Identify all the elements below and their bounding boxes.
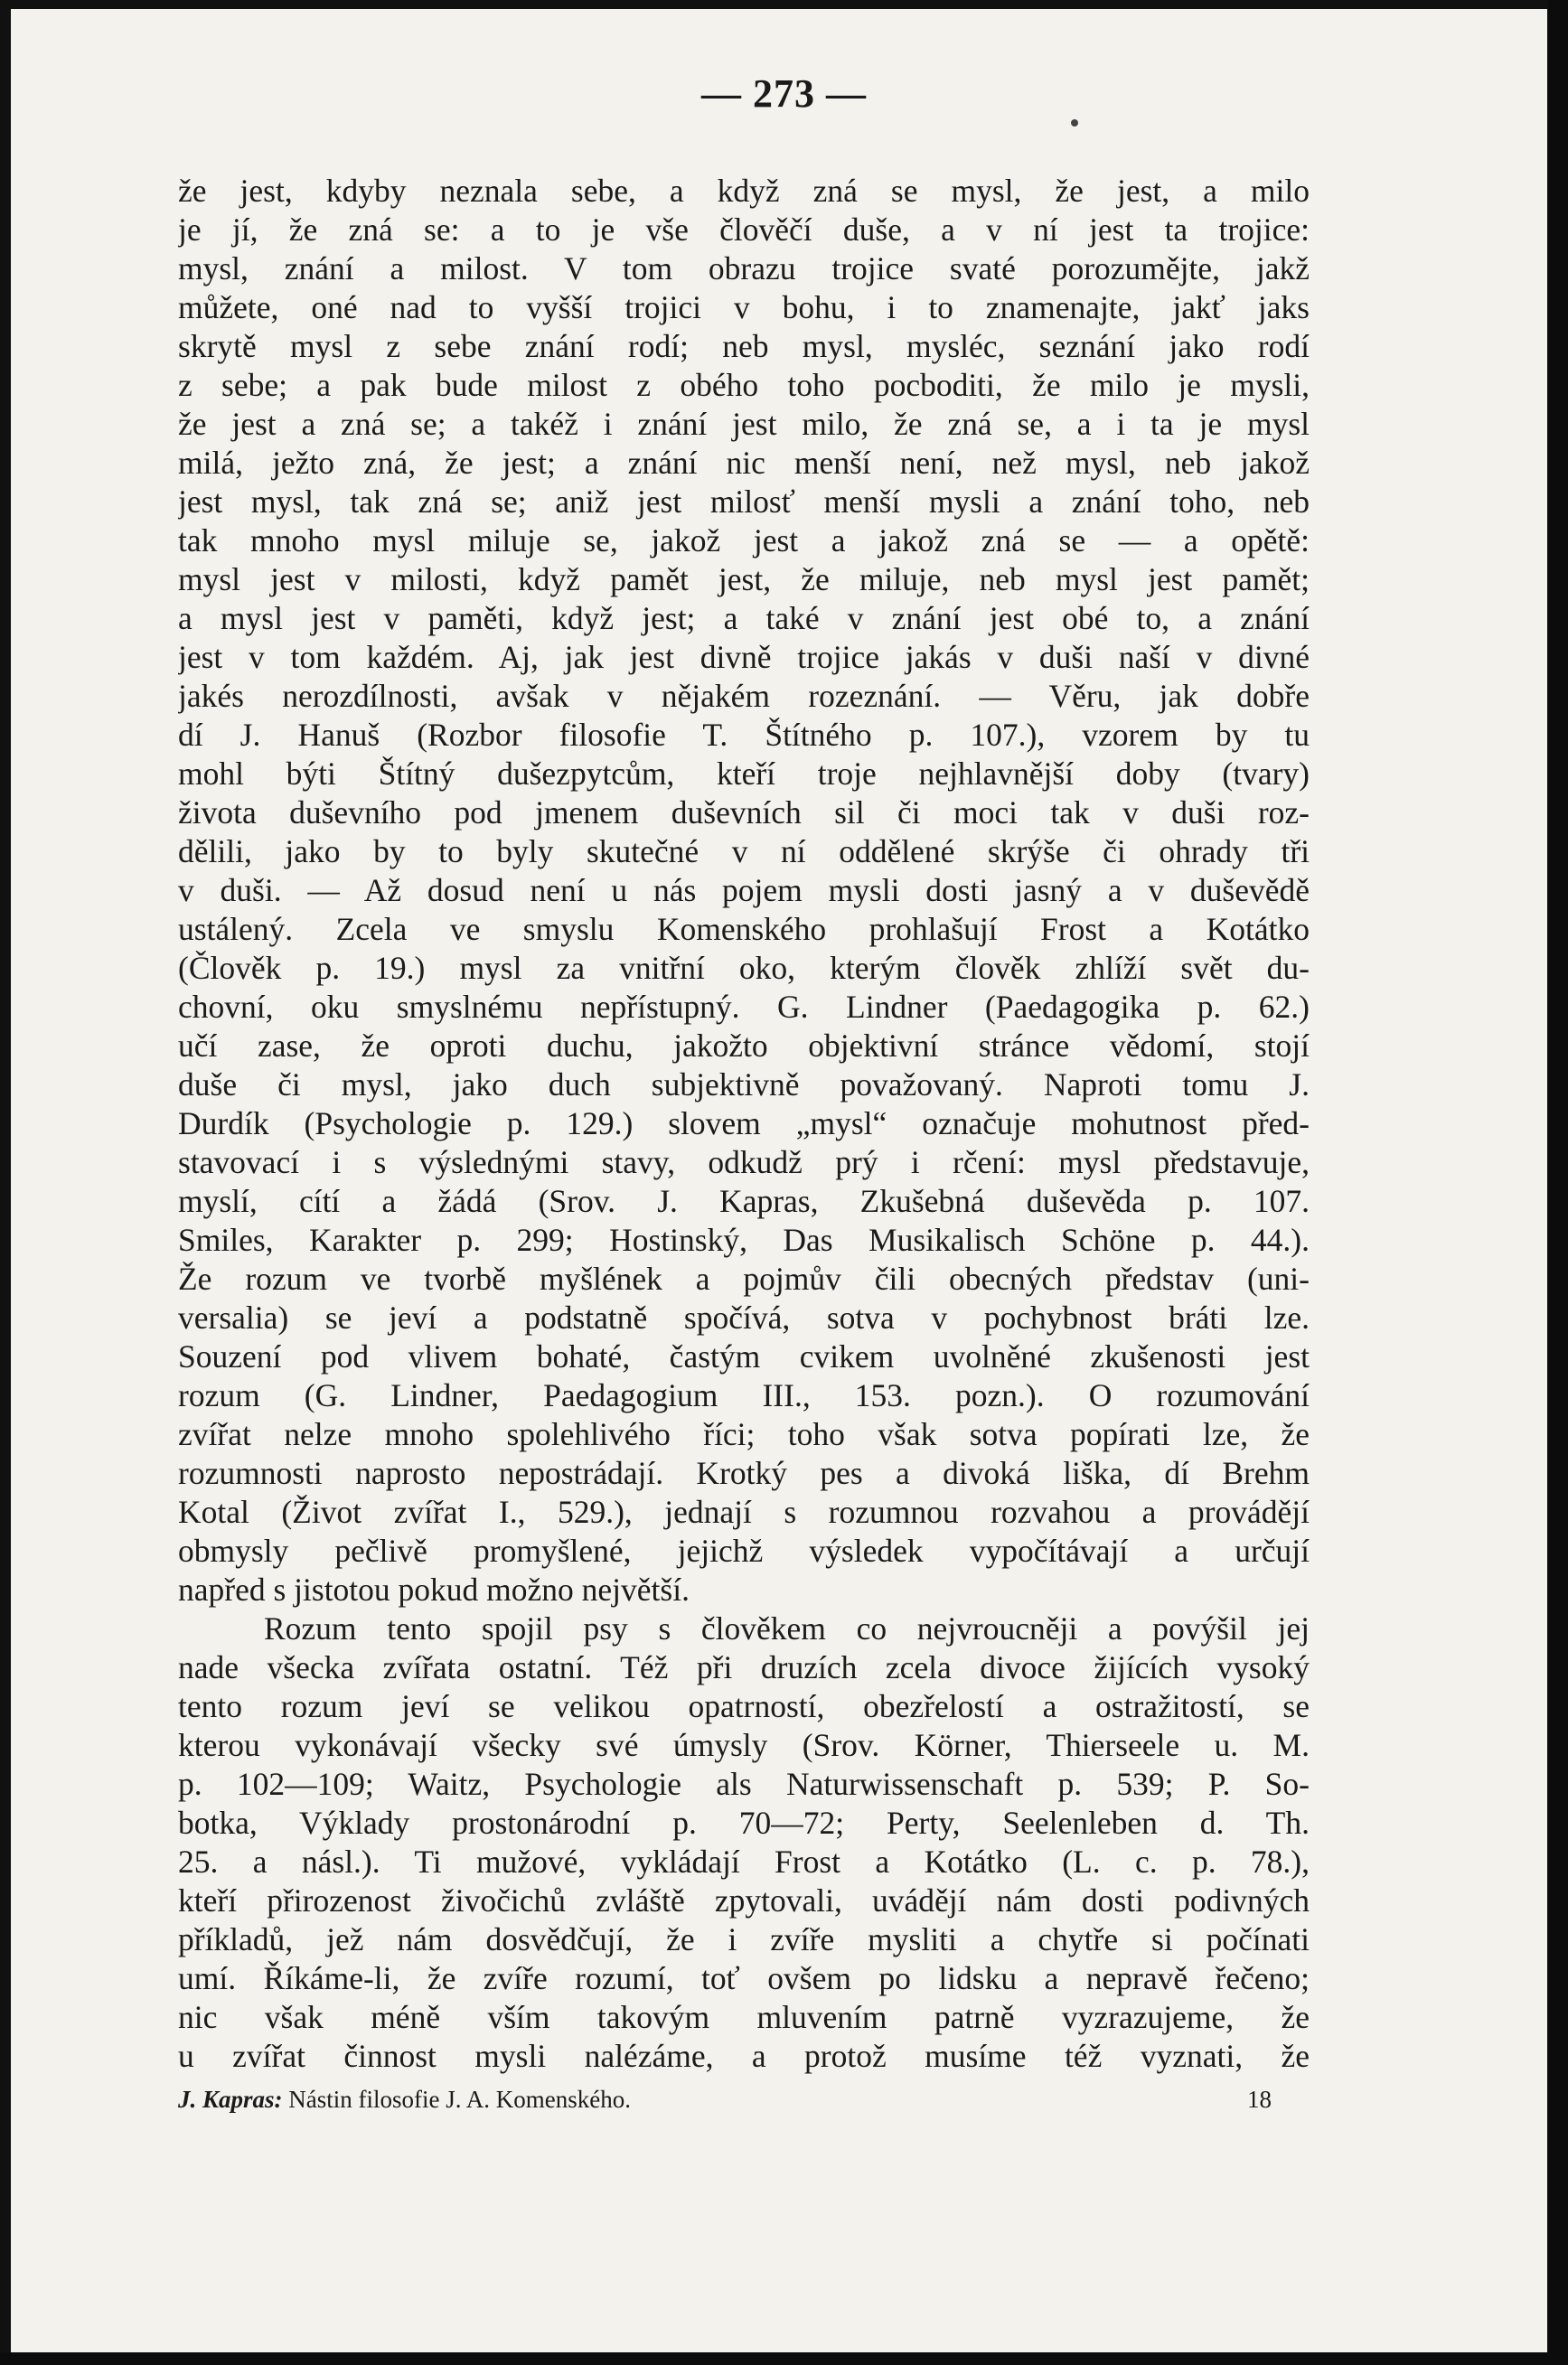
text-line: mysl jest v milosti, když pamět jest, že miluje, neb mysl jest pamět; [178, 561, 1310, 597]
text-line: Souzení pod vlivem bohaté, častým cvikem uvolněné zkušenosti jest [178, 1338, 1310, 1375]
text-line: p. 102—109; Waitz, Psychologie als Naturwissenschaft p. 539; P. So- [178, 1766, 1310, 1802]
text-line: napřed s jistotou pokud možno největší. [178, 1572, 690, 1608]
text-line: skrytě mysl z sebe znání rodí; neb mysl, mysléc, seznání jako rodí [178, 328, 1310, 364]
footer-author: J. Kapras: [178, 2086, 283, 2113]
page-number: — 273 — [701, 71, 867, 116]
text-line: Rozum tento spojil psy s člověkem co nejvroucněji a povýšil jej [264, 1610, 1310, 1647]
text-line: jakés nerozdílnosti, avšak v nějakém rozeznání. — Věru, jak dobře [178, 678, 1310, 714]
scan-border-right [1548, 0, 1568, 2365]
text-line: můžete, oné nad to vyšší trojici v bohu, i to znamenajte, jakť jaks [178, 289, 1310, 325]
text-line: dělili, jako by to byly skutečné v ní oddělené skrýše či ohrady tři [178, 833, 1310, 869]
text-line: dí J. Hanuš (Rozbor filosofie T. Štítného p. 107.), vzorem by tu [178, 717, 1310, 753]
text-line: jest mysl, tak zná se; aniž jest milosť menší mysli a znání toho, neb [178, 483, 1310, 520]
text-line: Že rozum ve tvorbě myšlének a pojmův čili obecných představ (uni- [178, 1261, 1310, 1297]
text-line: v duši. — Až dosud není u nás pojem mysli dosti jasný a v duševědě [178, 872, 1310, 908]
text-line: obmysly pečlivě promyšlené, jejichž výsledek vypočítávají a určují [178, 1533, 1310, 1569]
page-footer [178, 2086, 1272, 2114]
text-line: tento rozum jeví se velikou opatrností, obezřelostí a ostražitostí, se [178, 1688, 1310, 1724]
text-line: Smiles, Karakter p. 299; Hostinský, Das Musikalisch Schöne p. 44.). [178, 1222, 1310, 1258]
text-line: botka, Výklady prostonárodní p. 70—72; Perty, Seelenleben d. Th. [178, 1805, 1310, 1841]
text-line: příkladů, jež nám dosvědčují, že i zvíře mysliti a chytře si počínati [178, 1921, 1310, 1957]
text-line: mysl, znání a milost. V tom obrazu trojice svaté porozumějte, jakž [178, 250, 1310, 286]
text-line: nade všecka zvířata ostatní. Též při druzích zcela divoce žijících vysoký [178, 1649, 1310, 1685]
text-line: z sebe; a pak bude milost z obého toho pocboditi, že milo je mysli, [178, 367, 1310, 403]
text-line: učí zase, že oproti duchu, jakožto objektivní stránce vědomí, stojí [178, 1028, 1310, 1064]
text-line: života duševního pod jmenem duševních sil či moci tak v duši roz- [178, 794, 1310, 831]
text-line: milá, ježto zná, že jest; a znání nic menší není, než mysl, neb jakož [178, 445, 1310, 481]
text-line: 25. a násl.). Ti mužové, vykládají Frost a Kotátko (L. c. p. 78.), [178, 1844, 1310, 1880]
text-line: mohl býti Štítný dušezpytcům, kteří troje nejhlavnější doby (tvary) [178, 755, 1310, 792]
print-speck [1071, 119, 1078, 127]
text-line: že jest a zná se; a takéž i znání jest milo, že zná se, a i ta je mysl [178, 406, 1310, 442]
text-line: jest v tom každém. Aj, jak jest divně trojice jakás v duši naší v divné [178, 639, 1310, 675]
text-line: tak mnoho mysl miluje se, jakož jest a jakož zná se — a opětě: [178, 522, 1310, 558]
text-line: Durdík (Psychologie p. 129.) slovem „mysl“ označuje mohutnost před- [178, 1105, 1310, 1141]
text-line: (Člověk p. 19.) mysl za vnitřní oko, kterým člověk zhlíží svět du- [178, 950, 1310, 986]
scan-border-bottom [0, 2352, 1568, 2365]
text-line: kteří přirozenost živočichů zvláště zpytovali, uvádějí nám dosti podivných [178, 1882, 1310, 1919]
text-line: versalia) se jeví a podstatně spočívá, sotva v pochybnost bráti lze. [178, 1300, 1310, 1336]
text-line: ustálený. Zcela ve smyslu Komenského prohlašují Frost a Kotátko [178, 911, 1310, 947]
text-line: stavovací i s výslednými stavy, odkudž prý i rčení: mysl představuje, [178, 1144, 1310, 1180]
text-line: myslí, cítí a žádá (Srov. J. Kapras, Zkušebná duševěda p. 107. [178, 1183, 1310, 1219]
text-line: duše či mysl, jako duch subjektivně považovaný. Naproti tomu J. [178, 1066, 1310, 1103]
text-line: zvířat nelze mnoho spolehlivého říci; toho však sotva popírati lze, že [178, 1416, 1310, 1452]
text-line: Kotal (Život zvířat I., 529.), jednají s rozumnou rozvahou a provádějí [178, 1494, 1310, 1530]
text-line: chovní, oku smyslnému nepřístupný. G. Lindner (Paedagogika p. 62.) [178, 989, 1310, 1025]
text-line: nic však méně vším takovým mluvením patrně vyzrazujeme, že [178, 1999, 1310, 2035]
text-line: a mysl jest v paměti, když jest; a také v znání jest obé to, a znání [178, 600, 1310, 636]
body-text [178, 172, 1310, 2076]
text-line: rozumnosti naprosto nepostrádají. Krotký pes a divoká liška, dí Brehm [178, 1455, 1310, 1491]
footer-signature: 18 [1247, 2086, 1272, 2113]
text-line: že jest, kdyby neznala sebe, a když zná se mysl, že jest, a milo [178, 173, 1310, 209]
text-line: u zvířat činnost mysli nalézáme, a protož musíme též vyznati, že [178, 2038, 1310, 2074]
text-line: rozum (G. Lindner, Paedagogium III., 153. pozn.). O rozumování [178, 1377, 1310, 1413]
text-line: umí. Říkáme-li, že zvíře rozumí, toť ovšem po lidsku a nepravě řečeno; [178, 1960, 1310, 1996]
text-line: je jí, že zná se: a to je vše člověčí duše, a v ní jest ta trojice: [178, 211, 1310, 248]
footer-title: Nástin filosofie J. A. Komenského. [288, 2086, 631, 2113]
text-line: kterou vykonávají všecky své úmysly (Srov. Körner, Thierseele u. M. [178, 1727, 1310, 1763]
